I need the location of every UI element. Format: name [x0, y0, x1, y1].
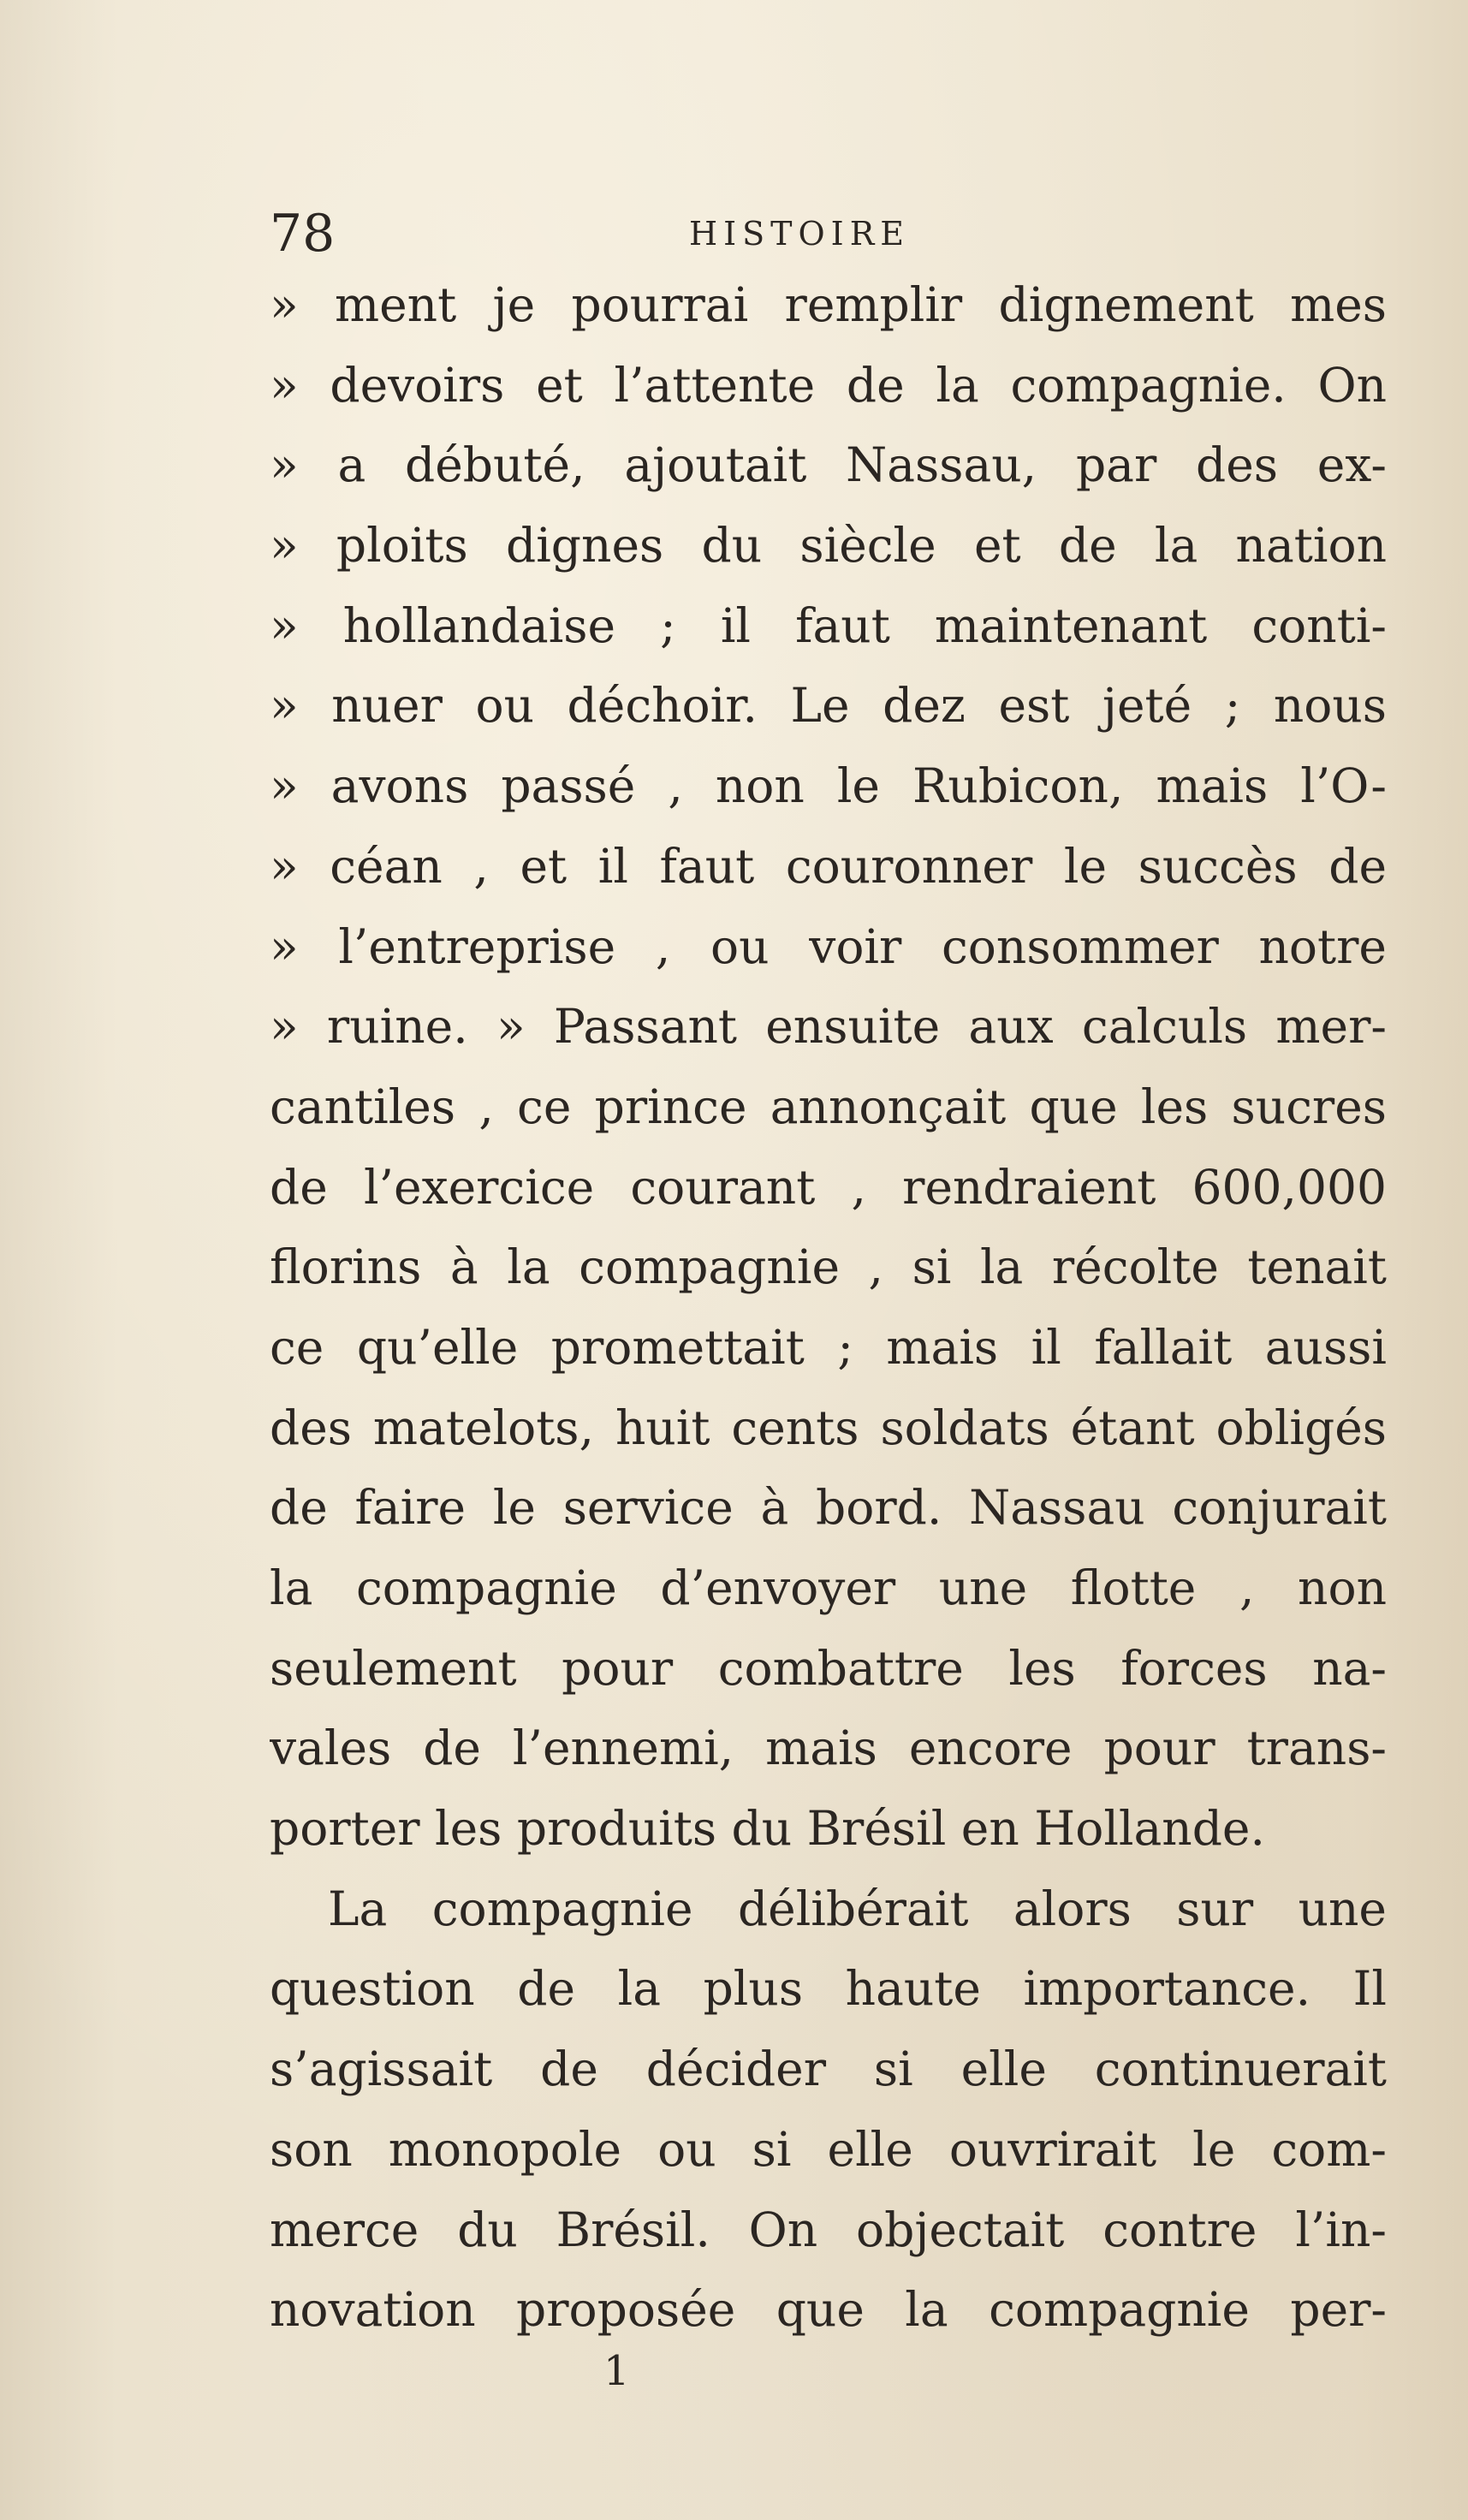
text-line: de l’exercice courant , rendraient 600,000	[270, 1159, 1387, 1215]
text-line: de faire le service à bord. Nassau conjurait	[270, 1480, 1387, 1536]
page-number: 78	[270, 204, 336, 264]
text-line: son monopole ou si elle ouvrirait le com-	[270, 2121, 1387, 2177]
text-line: » ment je pourrai remplir dignement mes	[270, 277, 1387, 332]
text-line: seulement pour combattre les forces na-	[270, 1640, 1387, 1696]
text-line: » céan , et il faut couronner le succès de	[270, 838, 1387, 894]
text-line: » ruine. » Passant ensuite aux calculs mer-	[270, 999, 1387, 1055]
text-line: La compagnie délibérait alors sur une	[328, 1881, 1387, 1936]
text-line: » a débuté, ajoutait Nassau, par des ex-	[270, 437, 1387, 493]
text-line: florins à la compagnie , si la récolte tenait	[270, 1239, 1387, 1295]
text-line: des matelots, huit cents soldats étant obligés	[270, 1400, 1387, 1455]
text-line: novation proposée que la compagnie per-	[270, 2282, 1387, 2338]
text-line: » nuer ou déchoir. Le dez est jeté ; nous	[270, 678, 1387, 734]
text-line: merce du Brésil. On objectait contre l’in-	[270, 2202, 1387, 2257]
text-line: ce qu’elle promettait ; mais il fallait aussi	[270, 1319, 1387, 1375]
text-line: question de la plus haute importance. Il	[270, 1961, 1387, 2017]
text-line: » l’entreprise , ou voir consommer notre	[270, 918, 1387, 974]
text-line: » ploits dignes du siècle et de la nation	[270, 518, 1387, 574]
text-line: la compagnie d’envoyer une flotte , non	[270, 1560, 1387, 1615]
text-line: cantiles , ce prince annonçait que les sucres	[270, 1079, 1387, 1134]
text-line: vales de l’ennemi, mais encore pour trans-	[270, 1721, 1387, 1776]
body-text	[270, 265, 1387, 2351]
running-head	[270, 204, 1387, 264]
text-line: porter les produits du Brésil en Hollande.	[270, 1801, 1265, 1857]
text-line: » hollandaise ; il faut maintenant conti-	[270, 597, 1387, 653]
text-line: » devoirs et l’attente de la compagnie. On	[270, 357, 1387, 413]
text-line: s’agissait de décider si elle continuerait	[270, 2042, 1387, 2097]
text-line: » avons passé , non le Rubicon, mais l’O-	[270, 758, 1387, 814]
signature-mark: 1	[603, 2347, 630, 2395]
running-title: HISTOIRE	[689, 215, 911, 253]
